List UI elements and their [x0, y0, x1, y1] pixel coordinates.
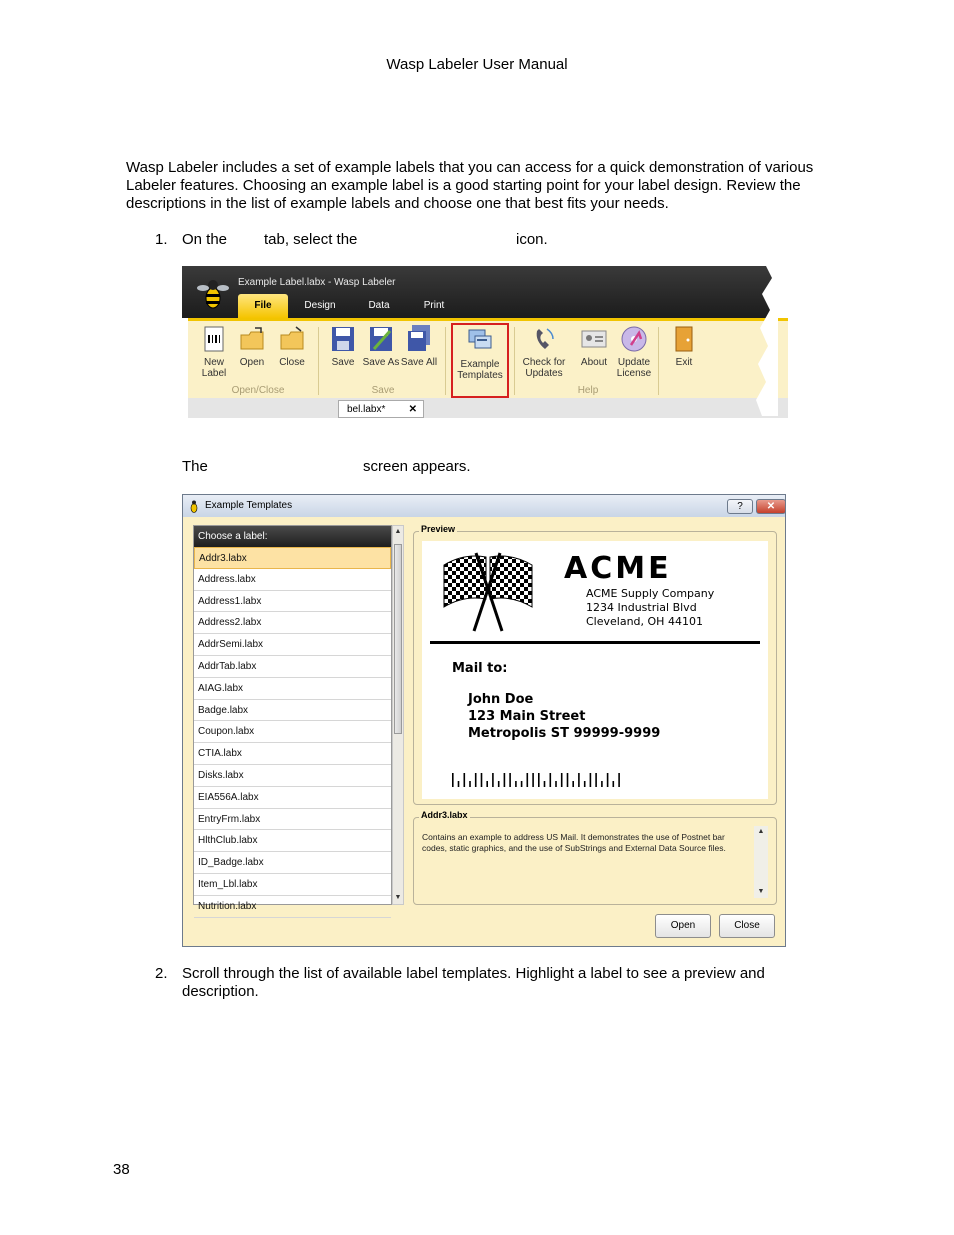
page-header: Wasp Labeler User Manual — [386, 56, 568, 73]
open-text: Open — [239, 357, 265, 368]
label-list-items — [194, 547, 391, 918]
recipient-line: Metropolis ST 99999-9999 — [468, 726, 661, 741]
barcode-bar — [464, 773, 466, 787]
label-list-item[interactable]: AIAG.labx — [194, 678, 391, 700]
barcode-bar — [469, 781, 471, 787]
barcode-bar — [601, 781, 603, 787]
torn-edge-decoration — [748, 266, 778, 416]
exit-door-icon — [671, 325, 697, 353]
about-text: About — [580, 357, 608, 368]
barcode-bar — [458, 781, 460, 787]
save-text: Save — [331, 357, 355, 368]
dialog-close-x-button[interactable]: ✕ — [756, 499, 786, 514]
barcode-bar — [538, 773, 540, 787]
example-templates-button[interactable] — [451, 323, 509, 398]
close-dialog-button[interactable]: Close — [719, 914, 775, 938]
dialog-title: Example Templates — [205, 500, 293, 511]
barcode-bar — [613, 781, 615, 787]
scroll-up-arrow-icon[interactable]: ▲ — [757, 828, 765, 835]
dialog-titlebar — [183, 495, 785, 517]
barcode-bar — [515, 781, 517, 787]
ribbon-separator — [318, 327, 319, 395]
barcode-bar — [550, 773, 552, 787]
template-description: Contains an example to address US Mail. It demonstrates the use of Postnet bar codes, static graphics, and the use of SubStrings and External Data Source files. — [422, 832, 726, 853]
recipient-address — [468, 691, 660, 742]
recipient-line: John Doe — [468, 692, 534, 707]
step-2-number: 2. — [155, 965, 168, 982]
checkered-flags-icon — [440, 551, 536, 633]
label-list-item[interactable]: Addr3.labx — [194, 547, 391, 569]
label-list-item[interactable]: Coupon.labx — [194, 721, 391, 743]
barcode-bar — [527, 773, 529, 787]
label-list-item[interactable]: AddrTab.labx — [194, 656, 391, 678]
barcode-bar — [555, 781, 557, 787]
ribbon-screenshot — [182, 266, 778, 416]
example-templates-icon — [467, 327, 493, 355]
company-line: 1234 Industrial Blvd — [586, 601, 697, 614]
ribbon-separator — [445, 327, 446, 395]
close-folder-icon — [279, 325, 305, 353]
barcode-bar — [521, 781, 523, 787]
postnet-barcode — [452, 773, 624, 787]
about-button[interactable] — [574, 325, 614, 368]
save-all-text: Save All — [400, 357, 438, 368]
step-2-text: Scroll through the list of available label templates. Highlight a label to see a preview and description. — [182, 965, 765, 1000]
barcode-bar — [475, 773, 477, 787]
step-1-text-a: On the — [182, 231, 228, 248]
label-list-item[interactable]: AddrSemi.labx — [194, 634, 391, 656]
update-license-text: Update License — [616, 357, 652, 379]
new-label-icon — [201, 325, 227, 353]
step-1-text-b: tab, select the — [264, 231, 358, 248]
close-tab-icon[interactable]: ✕ — [408, 404, 417, 415]
save-disk-icon — [330, 325, 356, 353]
barcode-bar — [595, 773, 597, 787]
barcode-bar — [509, 773, 511, 787]
group-help-label: Help — [577, 385, 599, 396]
new-label-text: New Label — [201, 357, 227, 379]
description-group — [413, 810, 777, 905]
close-file-button[interactable] — [272, 325, 312, 368]
barcode-bar — [578, 773, 580, 787]
ribbon-separator — [514, 327, 515, 395]
barcode-bar — [618, 773, 620, 787]
company-line: ACME Supply Company — [586, 587, 715, 600]
scroll-thumb[interactable] — [394, 544, 402, 734]
open-folder-icon — [239, 325, 265, 353]
label-list-item[interactable]: EntryFrm.labx — [194, 809, 391, 831]
list-scrollbar[interactable] — [392, 525, 404, 905]
label-preview — [422, 541, 768, 799]
tab-print[interactable]: Print — [423, 300, 445, 311]
barcode-bar — [492, 773, 494, 787]
mail-to-label: Mail to: — [452, 661, 508, 676]
barcode-bar — [607, 773, 609, 787]
document-tab-strip — [188, 398, 788, 418]
example-templates-dialog — [182, 494, 786, 947]
label-list-item[interactable]: Badge.labx — [194, 700, 391, 722]
tab-design[interactable]: Design — [304, 300, 336, 311]
help-button[interactable]: ? — [727, 499, 753, 514]
label-list-item[interactable]: CTIA.labx — [194, 743, 391, 765]
barcode-bar — [572, 781, 574, 787]
scroll-down-arrow-icon[interactable]: ▼ — [757, 888, 765, 895]
save-as-button[interactable] — [361, 325, 401, 368]
tab-data[interactable]: Data — [368, 300, 390, 311]
barcode-bar — [584, 781, 586, 787]
group-open-close-label: Open/Close — [231, 385, 285, 396]
scroll-down-arrow-icon[interactable]: ▼ — [394, 894, 402, 901]
label-list-item[interactable]: Address1.labx — [194, 591, 391, 613]
document-tab-label: bel.labx* — [347, 404, 386, 415]
label-list-item[interactable]: Nutrition.labx — [194, 896, 391, 918]
description-scrollbar[interactable] — [754, 826, 768, 898]
id-card-icon — [581, 325, 607, 353]
close-text: Close — [279, 357, 305, 368]
label-list-item[interactable]: HlthClub.labx — [194, 830, 391, 852]
update-disc-icon — [621, 325, 647, 353]
intro-paragraph: Wasp Labeler includes a set of example labels that you can access for a quick demonstration of various Labeler features. Choosing an example label is a good starting point for your label design. Review the descriptions in the list of example labels and choose one that best fits your needs. — [126, 159, 814, 212]
wasp-logo-icon — [196, 276, 230, 312]
label-list-item[interactable]: Address.labx — [194, 569, 391, 591]
barcode-bar — [452, 773, 454, 787]
label-list-item[interactable]: Address2.labx — [194, 612, 391, 634]
acme-logo: ACME — [564, 551, 672, 586]
barcode-bar — [561, 773, 563, 787]
label-list-item[interactable]: ID_Badge.labx — [194, 852, 391, 874]
barcode-bar — [544, 781, 546, 787]
tab-file[interactable]: File — [238, 294, 288, 318]
company-line: Cleveland, OH 44101 — [586, 615, 703, 628]
page-number: 38 — [113, 1161, 130, 1178]
update-license-button[interactable] — [612, 325, 656, 379]
barcode-bar — [590, 773, 592, 787]
save-all-icon — [406, 325, 432, 353]
exit-text: Exit — [675, 357, 693, 368]
check-for-updates-text: Check for Updates — [522, 357, 566, 379]
example-templates-text: Example Templates — [457, 359, 503, 381]
ribbon-body — [188, 318, 788, 398]
open-template-button[interactable]: Open — [655, 914, 711, 938]
save-button[interactable] — [323, 325, 363, 368]
label-list-item[interactable]: Item_Lbl.labx — [194, 874, 391, 896]
label-list — [193, 525, 392, 912]
company-address — [586, 587, 714, 629]
label-list-item[interactable]: Disks.labx — [194, 765, 391, 787]
step-1-number: 1. — [155, 231, 168, 248]
barcode-bar — [486, 781, 488, 787]
wasp-small-icon — [187, 499, 201, 513]
document-tab[interactable] — [338, 400, 424, 418]
list-header: Choose a label: — [194, 526, 391, 547]
ribbon-separator — [658, 327, 659, 395]
appears-text-b: screen appears. — [363, 458, 471, 475]
save-as-text: Save As — [362, 357, 400, 368]
description-group-label: Addr3.labx — [421, 810, 468, 820]
exit-button[interactable] — [664, 325, 704, 368]
barcode-bar — [481, 773, 483, 787]
new-label-button[interactable] — [194, 325, 234, 379]
open-button[interactable] — [232, 325, 272, 368]
barcode-bar — [504, 773, 506, 787]
step-1-text-c: icon. — [516, 231, 548, 248]
window-title: Example Label.labx - Wasp Labeler — [238, 277, 396, 288]
barcode-bar — [498, 781, 500, 787]
label-list-item[interactable]: EIA556A.labx — [194, 787, 391, 809]
save-all-button[interactable] — [399, 325, 439, 368]
phone-signal-icon — [531, 325, 557, 353]
app-titlebar — [182, 266, 778, 318]
barcode-bar — [567, 773, 569, 787]
preview-group — [413, 524, 777, 805]
check-for-updates-button[interactable] — [518, 325, 570, 379]
group-save-label: Save — [371, 385, 395, 396]
divider-line — [430, 641, 760, 644]
recipient-line: 123 Main Street — [468, 709, 586, 724]
scroll-up-arrow-icon[interactable]: ▲ — [394, 528, 402, 535]
appears-text-a: The — [182, 458, 208, 475]
save-as-icon — [368, 325, 394, 353]
barcode-bar — [532, 773, 534, 787]
preview-group-label: Preview — [421, 524, 456, 534]
